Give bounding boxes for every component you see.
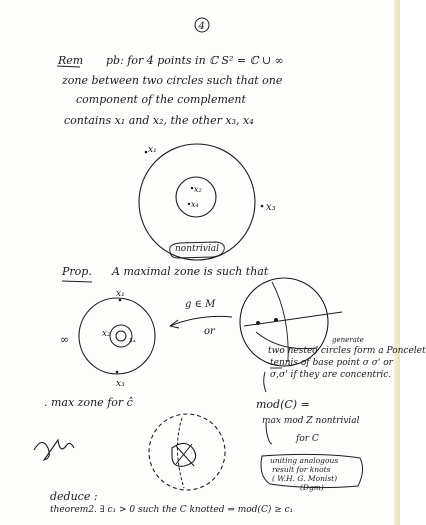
- for-c: for C: [296, 434, 319, 444]
- deduce-label: deduce :: [50, 490, 98, 503]
- max-line: max mod Z nontrivial: [262, 416, 360, 426]
- label-x4: x₄: [191, 200, 199, 209]
- label-x2: x₂: [194, 185, 202, 194]
- label-x3: x₃: [266, 202, 276, 213]
- map-arrow: [170, 316, 232, 326]
- rem-line-2: zone between two circles such that one: [62, 74, 283, 87]
- left-label-x3: x₃: [116, 379, 125, 389]
- rem-label: Rem: [58, 54, 84, 67]
- point-x2: [191, 187, 193, 189]
- mod-equation: mod(C) =: [256, 398, 310, 411]
- left-outer-circle: [79, 298, 155, 374]
- theorem-line: theorem2. ∃ c₁ > 0 such the C knotted ⇒ mod(C) ≥ c₁: [50, 505, 294, 515]
- page-number: 4: [198, 21, 205, 32]
- rem-line-4: contains x₁ and x₂, the other x₃, x₄: [64, 114, 254, 127]
- rem-line-3: component of the complement: [76, 93, 246, 106]
- margin-scribble: [34, 440, 74, 460]
- left-label-x2: x₂: [102, 329, 111, 339]
- left-label-x1: x₁: [116, 289, 125, 299]
- left-innermost-circle: [116, 331, 126, 341]
- notes-bracket: [264, 372, 266, 392]
- point-x3: [261, 205, 264, 208]
- nontrivial-annotation: nontrivial: [175, 244, 220, 254]
- point-x1: [145, 151, 148, 154]
- left-label-x4: x₄: [129, 336, 136, 344]
- label-x1: x₁: [148, 145, 157, 155]
- left-point-x3: [116, 371, 119, 374]
- note-line-1: two nested circles form a Poncelet: [268, 346, 426, 356]
- max-zone-label: . max zone for ĉ: [44, 396, 133, 409]
- right-point-1: [256, 321, 260, 325]
- bottom-circle: [149, 414, 225, 490]
- infinity-label: ∞: [60, 333, 70, 346]
- point-x4: [188, 203, 190, 205]
- bottom-inner-arc: [177, 418, 184, 488]
- remark-line-4: (Dgm): [300, 483, 324, 492]
- note-line-2: tennis of base point σ σ' or: [270, 358, 393, 368]
- inner-circle: [176, 177, 216, 217]
- prop-underline: [62, 281, 92, 282]
- remark-line-2: result for knots: [272, 465, 331, 474]
- right-point-2: [274, 318, 278, 322]
- figure-bottom-circle: [149, 414, 225, 490]
- left-point-x1: [119, 299, 122, 302]
- prop-text: A maximal zone is such that: [112, 265, 269, 278]
- figure-left-circle: [60, 289, 155, 389]
- arrow-label: g ∈ M: [185, 299, 216, 310]
- remark-line-1: uniting analogous: [270, 456, 339, 465]
- note-line-3: σ,σ' if they are concentric.: [270, 370, 392, 380]
- prop-label: Prop.: [62, 265, 92, 278]
- remark-line-3: ( W.H. G. Monist): [272, 474, 338, 483]
- note-generate: generate: [332, 336, 364, 344]
- or-label: or: [204, 326, 215, 337]
- rem-line-1: pb: for 4 points in ℂ S² = ℂ ∪ ∞: [106, 54, 284, 67]
